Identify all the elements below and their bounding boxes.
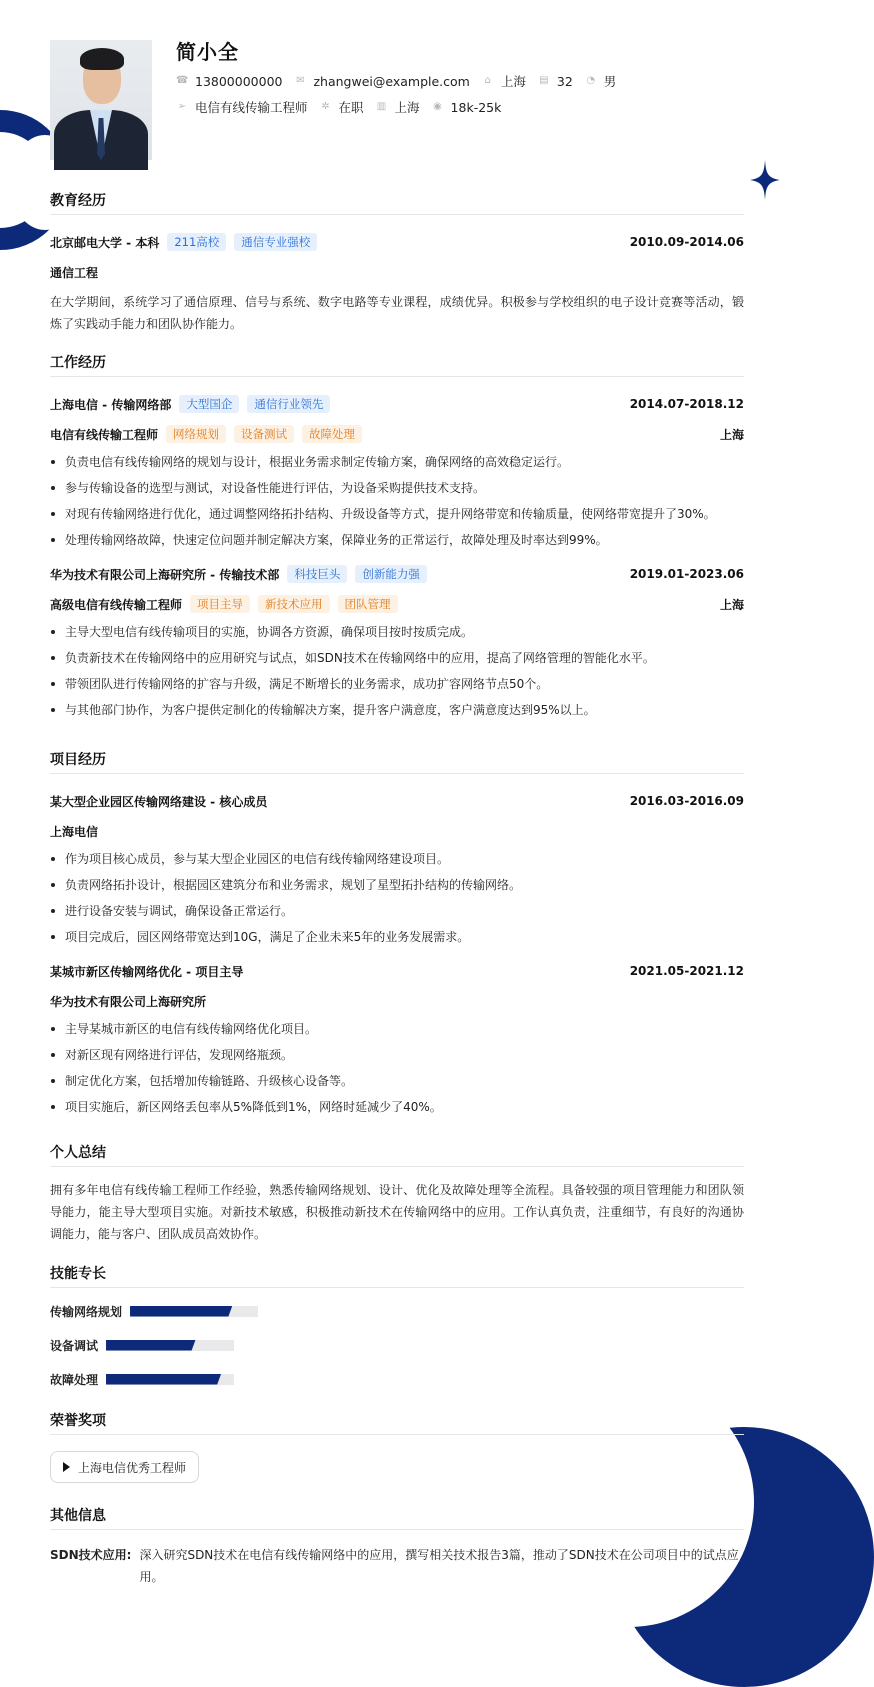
work-bullets	[50, 449, 744, 553]
work-company-row	[50, 389, 744, 419]
phone-value: 13800000000	[195, 73, 283, 89]
work-company-row	[50, 559, 744, 589]
skill-fill	[106, 1374, 221, 1385]
work-item	[50, 389, 744, 553]
gender-item	[585, 72, 617, 90]
email-item	[294, 74, 469, 89]
list-item: 参与传输设备的选型与测试，对设备性能进行评估，为设备采购提供技术支持。	[50, 475, 744, 501]
contact-row	[176, 68, 628, 94]
role-tag: 新技术应用	[258, 595, 330, 613]
age-item	[538, 74, 573, 89]
projects-section	[50, 749, 744, 1120]
sun-icon: ✲	[321, 101, 330, 112]
other-info-row	[50, 1544, 744, 1588]
work-item	[50, 559, 744, 723]
building-icon: ▥	[376, 101, 387, 112]
project-date: 2016.03-2016.09	[629, 794, 744, 808]
education-date: 2010.09-2014.06	[629, 235, 744, 249]
city-value: 上海	[500, 74, 526, 89]
section-title: 个人总结	[50, 1142, 744, 1167]
email-value: zhangwei@example.com	[313, 73, 470, 89]
summary-text: 拥有多年电信有线传输工程师工作经验，熟悉传输网络规划、设计、优化及故障处理等全流程。具备较强的项目管理能力和团队领导能力，能主导大型项目实施。对新技术敏感，积极推动新技术在传输网络中的应用。工作认真负责，注重细节，有良好的沟通协调能力，能与客户、团队成员高效协作。	[50, 1183, 744, 1241]
role-tag: 设备测试	[234, 425, 294, 443]
section-title: 工作经历	[50, 352, 744, 377]
summary-section	[50, 1142, 744, 1245]
major: 通信工程	[50, 265, 99, 280]
skill-bar	[130, 1306, 258, 1317]
list-item: 制定优化方案，包括增加传输链路、升级核心设备等。	[50, 1068, 744, 1094]
list-item: 作为项目核心成员，参与某大型企业园区的电信有线传输网络建设项目。	[50, 846, 744, 872]
skills-list	[50, 1294, 744, 1396]
skill-fill	[130, 1306, 232, 1317]
skill-bar	[106, 1340, 234, 1351]
work-location: 上海	[719, 597, 744, 612]
company-name: 华为技术有限公司上海研究所 - 传输技术部	[50, 567, 280, 582]
work-city-value: 上海	[394, 100, 420, 115]
school-tag: 211高校	[167, 233, 226, 251]
resume	[50, 40, 744, 1588]
award-label: 上海电信优秀工程师	[78, 1460, 187, 1475]
phone-item	[176, 74, 282, 89]
role-name: 电信有线传输工程师	[50, 427, 159, 442]
coin-icon: ◉	[433, 101, 442, 112]
work-role-row	[50, 419, 744, 449]
project-org: 上海电信	[50, 824, 99, 839]
role-name: 高级电信有线传输工程师	[50, 597, 183, 612]
education-section	[50, 190, 744, 335]
profile-header	[50, 40, 744, 160]
project-item	[50, 956, 744, 1120]
section-title: 项目经历	[50, 749, 744, 774]
list-item: 进行设备安装与调试，确保设备正常运行。	[50, 898, 744, 924]
role-tag: 网络规划	[166, 425, 226, 443]
project-org-row	[50, 986, 744, 1016]
work-bullets	[50, 619, 744, 723]
work-date: 2014.07-2018.12	[629, 397, 744, 411]
section-title: 其他信息	[50, 1505, 744, 1530]
age-value: 32	[556, 73, 573, 89]
city-item	[482, 72, 526, 90]
section-title: 技能专长	[50, 1263, 744, 1288]
salary-item	[432, 100, 502, 115]
education-description: 在大学期间，系统学习了通信原理、信号与系统、数字电路等专业课程，成绩优异。积极参与学校组织的电子设计竞赛等活动，锻炼了实践动手能力和团队协作能力。	[50, 295, 744, 331]
list-item: 项目实施后，新区网络丢包率从5%降低到1%，网络时延减少了40%。	[50, 1094, 744, 1120]
school-name: 北京邮电大学 - 本科	[50, 235, 160, 250]
award-item[interactable]	[50, 1451, 199, 1483]
section-title: 荣誉奖项	[50, 1410, 744, 1435]
other-value: 深入研究SDN技术在电信有线传输网络中的应用，撰写相关技术报告3篇，推动了SDN技术在公司项目中的试点应用。	[139, 1548, 739, 1584]
job-intent-row	[176, 94, 628, 120]
skill-item	[50, 1362, 404, 1396]
home-icon: ⌂	[484, 75, 492, 86]
list-item: 负责电信有线传输网络的规划与设计，根据业务需求制定传输方案，确保网络的高效稳定运行。	[50, 449, 744, 475]
candidate-name: 简小全	[176, 40, 239, 64]
awards-section	[50, 1410, 744, 1483]
company-tag: 大型国企	[179, 395, 239, 413]
project-org-row	[50, 816, 744, 846]
skill-item	[50, 1294, 404, 1328]
list-item: 对新区现有网络进行评估，发现网络瓶颈。	[50, 1042, 744, 1068]
other-key: SDN技术应用:	[50, 1548, 132, 1562]
list-item: 带领团队进行传输网络的扩容与升级，满足不断增长的业务需求，成功扩容网络节点50个。	[50, 671, 744, 697]
play-icon	[63, 1462, 70, 1472]
company-tag: 通信行业领先	[247, 395, 330, 413]
skill-name: 传输网络规划	[50, 1304, 123, 1319]
list-item: 对现有传输网络进行优化，通过调整网络拓扑结构、升级设备等方式，提升网络带宽和传输质量，使网络带宽提升了30%。	[50, 501, 744, 527]
status-item	[320, 98, 364, 116]
skill-bar	[106, 1374, 234, 1385]
work-city-item	[376, 98, 420, 116]
project-bullets	[50, 1016, 744, 1120]
mail-icon: ✉	[296, 75, 305, 86]
list-item: 与其他部门协作，为客户提供定制化的传输解决方案，提升客户满意度，客户满意度达到95%以上。	[50, 697, 744, 723]
status-value: 在职	[338, 100, 364, 115]
work-location: 上海	[719, 427, 744, 442]
major-row	[50, 257, 744, 287]
project-item	[50, 786, 744, 950]
skill-item	[50, 1328, 404, 1362]
list-item: 负责网络拓扑设计，根据园区建筑分布和业务需求，规划了星型拓扑结构的传输网络。	[50, 872, 744, 898]
work-date: 2019.01-2023.06	[629, 567, 744, 581]
company-tag: 科技巨头	[287, 565, 347, 583]
salary-value: 18k-25k	[450, 99, 502, 115]
project-org: 华为技术有限公司上海研究所	[50, 994, 207, 1009]
education-head	[50, 227, 744, 257]
project-date: 2021.05-2021.12	[629, 964, 744, 978]
sparkle-icon	[750, 160, 780, 200]
project-name: 某大型企业园区传输网络建设 - 核心成员	[50, 794, 268, 809]
work-section	[50, 352, 744, 723]
skills-section	[50, 1263, 744, 1396]
gender-icon: ◔	[586, 75, 596, 86]
list-item: 主导大型电信有线传输项目的实施，协调各方资源，确保项目按时按质完成。	[50, 619, 744, 645]
section-title: 教育经历	[50, 190, 744, 215]
list-item: 项目完成后，园区网络带宽达到10G，满足了企业未来5年的业务发展需求。	[50, 924, 744, 950]
company-name: 上海电信 - 传输网络部	[50, 397, 172, 412]
project-head	[50, 786, 744, 816]
list-item: 负责新技术在传输网络中的应用研究与试点，如SDN技术在传输网络中的应用，提高了网络管理的智能化水平。	[50, 645, 744, 671]
avatar	[50, 40, 152, 160]
list-item: 主导某城市新区的电信有线传输网络优化项目。	[50, 1016, 744, 1042]
position-value: 电信有线传输工程师	[195, 100, 308, 115]
project-name: 某城市新区传输网络优化 - 项目主导	[50, 964, 244, 979]
profile-info	[176, 40, 628, 160]
role-tag: 项目主导	[190, 595, 250, 613]
role-tag: 故障处理	[302, 425, 362, 443]
company-tag: 创新能力强	[355, 565, 427, 583]
send-icon: ➢	[177, 101, 187, 112]
project-head	[50, 956, 744, 986]
phone-icon: ☎	[176, 75, 189, 86]
list-item: 处理传输网络故障，快速定位问题并制定解决方案，保障业务的正常运行，故障处理及时率达到99%。	[50, 527, 744, 553]
position-item	[176, 98, 308, 116]
school-tag: 通信专业强校	[234, 233, 317, 251]
role-tag: 团队管理	[338, 595, 398, 613]
skill-name: 故障处理	[50, 1372, 99, 1387]
gender-value: 男	[603, 74, 617, 89]
work-role-row	[50, 589, 744, 619]
skill-name: 设备调试	[50, 1338, 99, 1353]
other-section	[50, 1505, 744, 1588]
skill-fill	[106, 1340, 196, 1351]
calendar-icon: ▤	[539, 75, 549, 86]
project-bullets	[50, 846, 744, 950]
